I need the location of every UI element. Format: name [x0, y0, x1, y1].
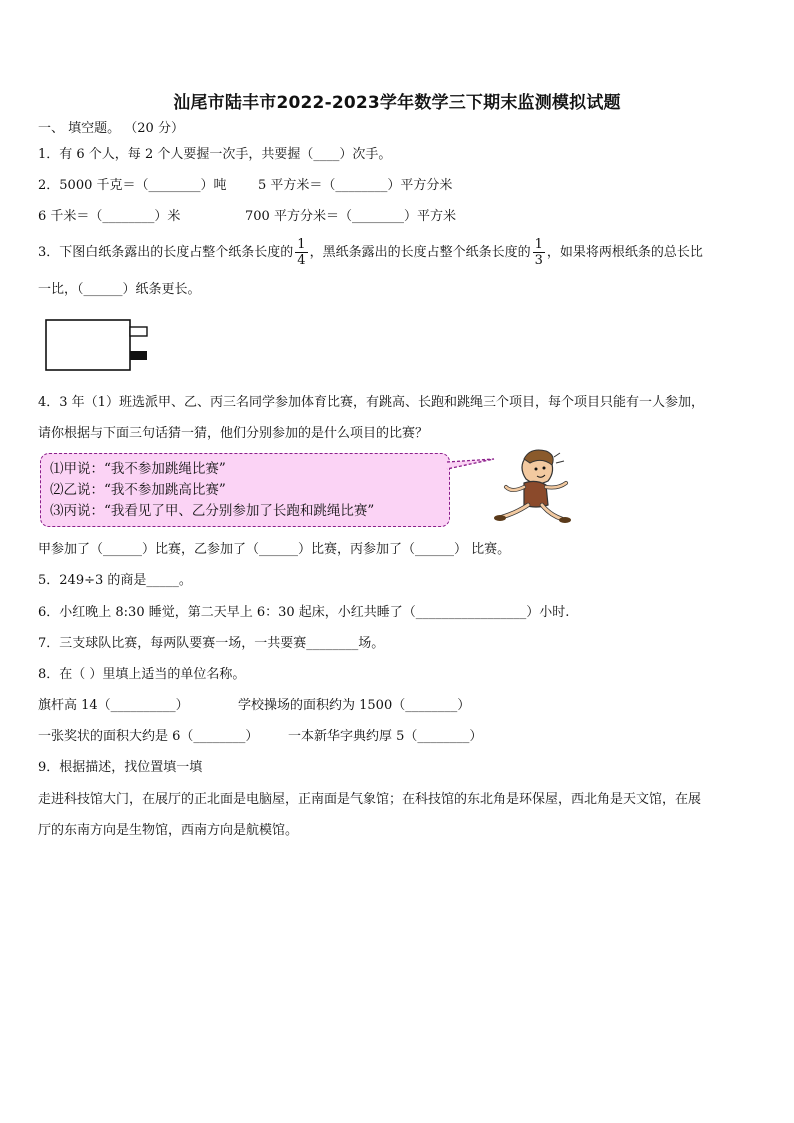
question-2-part-d: 700 平方分米＝（________）平方米 — [245, 209, 456, 224]
question-9-text-line-1: 走进科技馆大门，在展厅的正北面是电脑屋，正南面是气象馆；在科技馆的东北角是环保屋，西北角是天文馆，在展 — [38, 792, 702, 807]
paper-strips-figure — [44, 318, 152, 374]
question-5: 5．249÷3 的商是_____。 — [38, 573, 192, 588]
question-8-part-c: 一张奖状的面积大约是 6（________） — [38, 729, 259, 744]
question-2-part-a: 2．5000 千克＝（________）吨 — [38, 178, 227, 193]
bubble-line-2: ⑵乙说：“我不参加跳高比赛” — [50, 482, 226, 498]
question-3-text-a: 3．下图白纸条露出的长度占整个纸条长度的 — [38, 245, 294, 260]
question-2-part-c: 6 千米＝（________）米 — [38, 209, 181, 224]
question-8-part-b: 学校操场的面积约为 1500（________） — [238, 698, 471, 713]
fraction-numerator: 1 — [297, 237, 306, 252]
question-3-line-2: 一比，（______）纸条更长。 — [38, 282, 201, 297]
fraction-denominator: 4 — [297, 253, 306, 268]
page-title: 汕尾市陆丰市2022-2023学年数学三下期末监测模拟试题 — [173, 93, 621, 113]
fraction-denominator: 3 — [534, 253, 543, 268]
section-heading: 一、 填空题。 （20 分） — [38, 121, 184, 136]
bubble-line-3: ⑶丙说：“我看见了甲、乙分别参加了长跑和跳绳比赛” — [50, 503, 375, 519]
question-4-line-2: 请你根据与下面三句话猜一猜，他们分别参加的是什么项目的比赛？ — [38, 426, 429, 441]
question-2-part-b: 5 平方米＝（________）平方分米 — [258, 178, 453, 193]
speech-bubble — [40, 453, 450, 527]
question-4-answer-line: 甲参加了（______）比赛，乙参加了（______）比赛，丙参加了（______） 比赛。 — [38, 542, 511, 557]
question-1: 1．有 6 个人，每 2 个人要握一次手，共要握（____）次手。 — [38, 147, 392, 162]
fraction-one-quarter — [295, 237, 307, 268]
bubble-line-1: ⑴甲说：“我不参加跳绳比赛” — [50, 461, 226, 477]
question-8-part-a: 旗杆高 14（__________） — [38, 698, 189, 713]
running-child-illustration — [490, 447, 576, 531]
question-9-text-line-2: 厅的东南方向是生物馆，西南方向是航模馆。 — [38, 823, 299, 838]
fraction-one-third — [533, 237, 545, 268]
question-8-part-d: 一本新华字典约厚 5（________） — [288, 729, 483, 744]
question-3-text-c: ，如果将两根纸条的总长比 — [546, 245, 703, 260]
question-4-line-1: 4．3 年（1）班选派甲、乙、丙三名同学参加体育比赛，有跳高、长跑和跳绳三个项目，每个项目只能有一人参加， — [38, 395, 704, 410]
question-6: 6．小红晚上 8:30 睡觉，第二天早上 6：30 起床，小红共睡了（_________________）小时. — [38, 605, 570, 620]
question-8: 8．在（ ）里填上适当的单位名称。 — [38, 667, 246, 682]
question-3-line-1 — [38, 234, 703, 272]
question-9: 9．根据描述，找位置填一填 — [38, 760, 203, 775]
question-7: 7．三支球队比赛，每两队要赛一场，一共要赛________场。 — [38, 636, 385, 651]
question-3-text-b: ，黑纸条露出的长度占整个纸条长度的 — [309, 245, 531, 260]
fraction-numerator: 1 — [534, 237, 543, 252]
